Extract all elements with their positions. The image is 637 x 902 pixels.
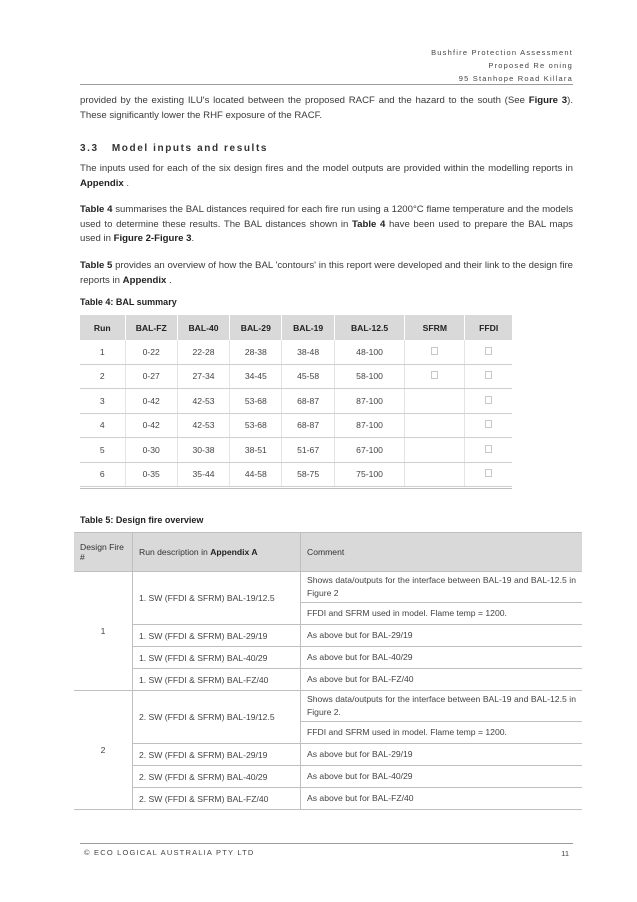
table-row (74, 669, 582, 691)
table-cell: 1 (80, 340, 125, 364)
table4-summary-paragraph: Table 4 summarises the BAL distances required for each fire run using a 1200°C flame temperature and the models used to determine these results. The BAL distances shown in Table 4 have been used to prepare the BAL maps used in Figure 2-Figure 3. (80, 204, 573, 244)
table-row (74, 647, 582, 669)
header-line-1: Bushfire Protection Assessment (431, 48, 573, 57)
table-cell: 48-100 (334, 340, 405, 364)
checkbox-icon (485, 396, 492, 404)
table-cell: 0-22 (125, 340, 177, 364)
col-header-ffdi: FFDI (465, 315, 512, 340)
table-cell: 38-48 (282, 340, 334, 364)
table-cell: 68-87 (282, 413, 334, 438)
run-description: 1. SW (FFDI & SFRM) BAL-29/19 (133, 625, 301, 647)
table4-bottom-rule (80, 488, 512, 489)
footer-copyright: © ECO LOGICAL AUSTRALIA PTY LTD (84, 848, 255, 857)
table-cell: 5 (80, 438, 125, 463)
design-fire-overview-table (74, 532, 582, 810)
col-header-run: Run (80, 315, 125, 340)
table-cell-sfrm (405, 389, 465, 414)
footer-rule (80, 843, 573, 844)
table-cell: 6 (80, 462, 125, 487)
table-cell-ffdi (465, 462, 512, 487)
table-cell: 67-100 (334, 438, 405, 463)
table-cell: 30-38 (177, 438, 229, 463)
table-cell: 0-27 (125, 364, 177, 389)
table-cell-sfrm (405, 413, 465, 438)
header-rule (80, 84, 573, 85)
checkbox-icon (431, 347, 438, 355)
checkbox-icon (431, 371, 438, 379)
table-cell: 34-45 (230, 364, 282, 389)
run-description: 2. SW (FFDI & SFRM) BAL-19/12.5 (133, 691, 301, 744)
comment-cell: Shows data/outputs for the interface between BAL-19 and BAL-12.5 in Figure 2. (301, 691, 583, 722)
col-header-run-description: Run description in Appendix A (133, 533, 301, 572)
table-cell: 3 (80, 389, 125, 414)
table-cell: 22-28 (177, 340, 229, 364)
table5-caption: Table 5: Design fire overview (80, 515, 204, 525)
comment-cell: As above but for BAL-FZ/40 (301, 669, 583, 691)
table-header-row (74, 533, 582, 572)
table-cell: 35-44 (177, 462, 229, 487)
table-cell: 0-42 (125, 413, 177, 438)
running-header (431, 46, 573, 85)
col-header-comment: Comment (301, 533, 583, 572)
run-description: 2. SW (FFDI & SFRM) BAL-40/29 (133, 766, 301, 788)
table-cell: 51-67 (282, 438, 334, 463)
inputs-paragraph: The inputs used for each of the six design fires and the model outputs are provided within the modelling reports in Appendix . (80, 163, 573, 189)
col-header-bal-19: BAL-19 (282, 315, 334, 340)
table-row (80, 389, 512, 414)
table-cell: 27-34 (177, 364, 229, 389)
table-row (74, 766, 582, 788)
table4-caption: Table 4: BAL summary (80, 297, 177, 307)
table-cell: 0-30 (125, 438, 177, 463)
table-cell: 45-58 (282, 364, 334, 389)
table-cell: 68-87 (282, 389, 334, 414)
col-header-bal-fz: BAL-FZ (125, 315, 177, 340)
table-cell: 2 (80, 364, 125, 389)
table-cell-sfrm (405, 462, 465, 487)
comment-cell: FFDI and SFRM used in model. Flame temp = 1200. (301, 722, 583, 744)
table-cell-sfrm (405, 364, 465, 389)
table-row (80, 364, 512, 389)
comment-cell: As above but for BAL-29/19 (301, 625, 583, 647)
table-row (80, 340, 512, 364)
checkbox-icon (485, 371, 492, 379)
bal-summary-table (80, 315, 512, 487)
table-row (74, 572, 582, 603)
table-cell: 87-100 (334, 389, 405, 414)
table-row (74, 744, 582, 766)
table-cell: 4 (80, 413, 125, 438)
table-row (74, 788, 582, 810)
table-cell: 0-35 (125, 462, 177, 487)
table-row (80, 413, 512, 438)
run-description: 2. SW (FFDI & SFRM) BAL-29/19 (133, 744, 301, 766)
comment-cell: Shows data/outputs for the interface between BAL-19 and BAL-12.5 in Figure 2 (301, 572, 583, 603)
run-description: 1. SW (FFDI & SFRM) BAL-19/12.5 (133, 572, 301, 625)
design-fire-number: 1 (74, 572, 133, 691)
table-header-row (80, 315, 512, 340)
comment-cell: As above but for BAL-29/19 (301, 744, 583, 766)
figure-ref: Figure 3 (528, 95, 568, 106)
comment-cell: FFDI and SFRM used in model. Flame temp = 1200. (301, 603, 583, 625)
run-description: 1. SW (FFDI & SFRM) BAL-40/29 (133, 647, 301, 669)
checkbox-icon (485, 420, 492, 428)
table-cell-ffdi (465, 389, 512, 414)
table-cell: 58-100 (334, 364, 405, 389)
col-header-bal-29: BAL-29 (230, 315, 282, 340)
table-row (74, 625, 582, 647)
table-cell: 38-51 (230, 438, 282, 463)
table5-overview-paragraph: Table 5 provides an overview of how the BAL 'contours' in this report were developed and their link to the design fire reports in Appendix . (80, 260, 573, 286)
run-description: 1. SW (FFDI & SFRM) BAL-FZ/40 (133, 669, 301, 691)
checkbox-icon (485, 469, 492, 477)
page-number: 11 (561, 849, 569, 858)
col-header-sfrm: SFRM (405, 315, 465, 340)
comment-cell: As above but for BAL-FZ/40 (301, 788, 583, 810)
table-cell-sfrm (405, 438, 465, 463)
table-cell-sfrm (405, 340, 465, 364)
section-heading: 3.3 Model inputs and results (80, 143, 269, 154)
table-cell: 53-68 (230, 389, 282, 414)
table-row (80, 438, 512, 463)
table-row (80, 462, 512, 487)
table-cell: 42-53 (177, 413, 229, 438)
table-cell: 53-68 (230, 413, 282, 438)
col-header-bal-12-5: BAL-12.5 (334, 315, 405, 340)
col-header-bal-40: BAL-40 (177, 315, 229, 340)
table-cell-ffdi (465, 438, 512, 463)
table-cell: 0-42 (125, 389, 177, 414)
checkbox-icon (485, 347, 492, 355)
table-cell-ffdi (465, 340, 512, 364)
table-cell: 58-75 (282, 462, 334, 487)
table-cell-ffdi (465, 413, 512, 438)
table-cell: 75-100 (334, 462, 405, 487)
table-cell: 87-100 (334, 413, 405, 438)
comment-cell: As above but for BAL-40/29 (301, 766, 583, 788)
comment-cell: As above but for BAL-40/29 (301, 647, 583, 669)
intro-paragraph: provided by the existing ILU's located between the proposed RACF and the hazard to the south (See Figure 3). These significantly lower the RHF exposure of the RACF. (80, 95, 573, 121)
table-cell: 44-58 (230, 462, 282, 487)
design-fire-number: 2 (74, 691, 133, 810)
table-cell: 42-53 (177, 389, 229, 414)
checkbox-icon (485, 445, 492, 453)
table-cell: 28-38 (230, 340, 282, 364)
col-header-design-fire: Design Fire # (74, 533, 133, 572)
table-cell-ffdi (465, 364, 512, 389)
header-line-2: Proposed Re oning (488, 61, 573, 70)
run-description: 2. SW (FFDI & SFRM) BAL-FZ/40 (133, 788, 301, 810)
table-row (74, 691, 582, 722)
header-line-3: 95 Stanhope Road Killara (458, 74, 573, 83)
